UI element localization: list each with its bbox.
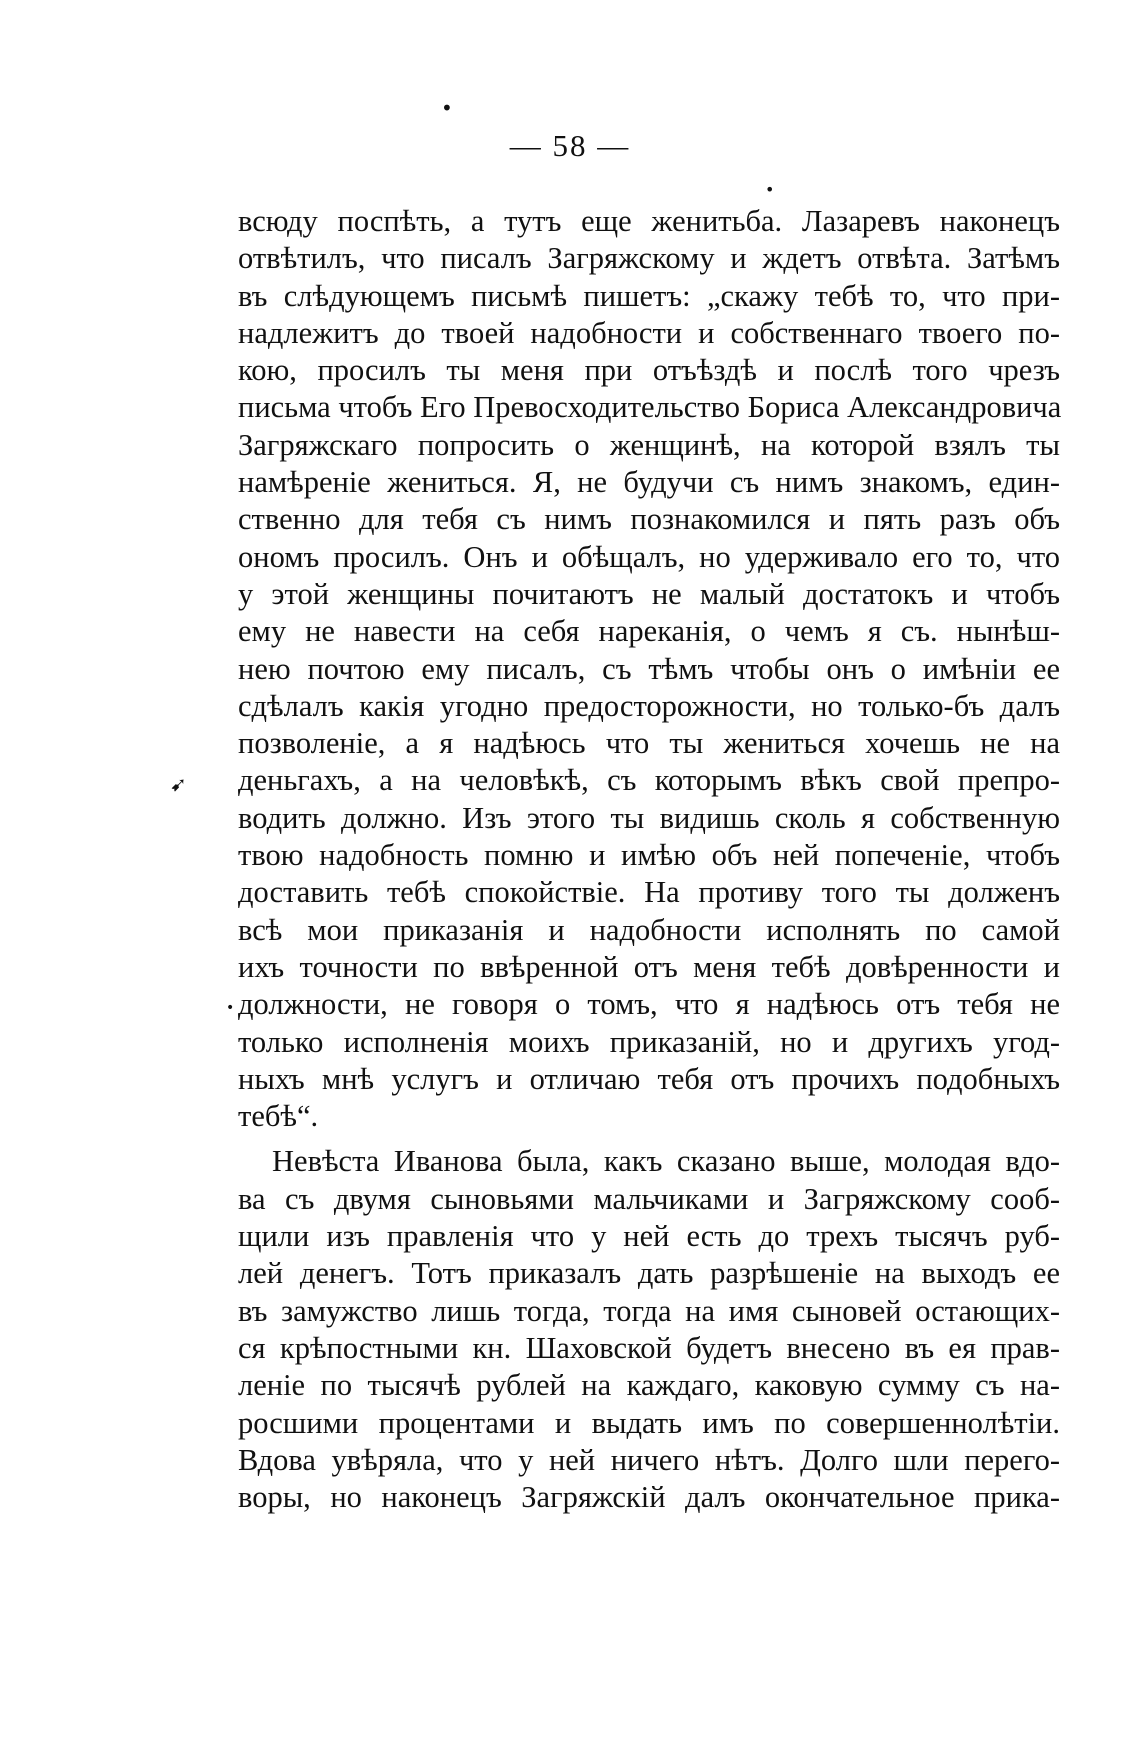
paragraph-2 [238,1143,1060,1516]
text-line: ныхъ мнѣ услугъ и отличаю тебя отъ прочихъ подобныхъ [238,1061,1060,1096]
text-line: намѣреніе жениться. Я, не будучи съ нимъ знакомъ, един- [238,465,1060,500]
margin-mark: ➹ [170,772,187,796]
text-line: ственно для тебя съ нимъ познакомился и пять разъ объ [238,502,1060,537]
text-line: ся крѣпостными кн. Шаховской будетъ внесено въ ея прав- [238,1330,1060,1365]
text-line: росшими процентами и выдать имъ по совершеннолѣтіи. [238,1405,1060,1440]
paragraph-1 [238,203,1060,1135]
text-line: твою надобность помню и имѣю объ ней попеченіе, чтобъ [238,838,1060,873]
text-line: щили изъ правленія что у ней есть до трехъ тысячъ руб- [238,1219,1060,1254]
text-line: Вдова увѣряла, что у ней ничего нѣтъ. Долго шли перего- [238,1442,1060,1477]
text-line: въ замужство лишь тогда, тогда на имя сыновей остающих- [238,1293,1060,1328]
text-line: ва съ двумя сыновьями мальчиками и Загряжскому сооб- [238,1181,1060,1216]
text-line: письма чтобъ Его Превосходительство Бориса Александровича [238,390,1062,425]
text-line: всюду поспѣть, а тутъ еще женитьба. Лазаревъ наконецъ [238,204,1060,238]
text-line: отвѣтилъ, что писалъ Загряжскому и ждетъ отвѣта. Затѣмъ [238,241,1060,276]
print-speck: • [765,180,775,199]
text-line: леніе по тысячѣ рублей на каждаго, каковую сумму съ на- [238,1368,1060,1403]
text-line: позволеніе, а я надѣюсь что ты жениться хочешь не на [238,726,1060,761]
text-line: всѣ мои приказанія и надобности исполнять по самой [238,912,1060,947]
paragraph-gap [238,1135,1060,1143]
body-text [238,203,1060,1516]
text-line: Невѣста Иванова была, какъ сказано выше, молодая вдо- [272,1144,1060,1179]
text-line: должности, не говоря о томъ, что я надѣюсь отъ тебя не [238,987,1060,1022]
text-line: доставить тебѣ спокойствіе. На противу того ты долженъ [238,875,1060,910]
text-line: ему не навести на себя нареканія, о чемъ я съ. нынѣш- [238,614,1060,649]
text-line: лей денегъ. Тотъ приказалъ дать разрѣшеніе на выходъ ее [238,1256,1060,1291]
text-line: деньгахъ, а на человѣкѣ, съ которымъ вѣкъ свой препро- [238,763,1060,798]
margin-mark: • [226,1000,235,1016]
text-line: у этой женщины почитаютъ не малый достатокъ и чтобъ [238,576,1060,611]
text-line: тебѣ“. [238,1099,319,1134]
text-line: воры, но наконецъ Загряжскій далъ окончательное прика- [238,1480,1060,1515]
text-line: ихъ точности по ввѣренной отъ меня тебѣ довѣренности и [238,949,1060,984]
text-line: ономъ просилъ. Онъ и обѣщалъ, но удерживало его то, что [238,539,1060,574]
print-speck: • [441,96,453,120]
text-line: водить должно. Изъ этого ты видишь сколь я собственную [238,800,1060,835]
text-line: только исполненія моихъ приказаній, но и другихъ угод- [238,1024,1060,1059]
text-line: въ слѣдующемъ письмѣ пишетъ: „скажу тебѣ то, что при- [238,278,1060,313]
text-line: надлежитъ до твоей надобности и собственнаго твоего по- [238,315,1060,350]
text-line: нею почтою ему писалъ, съ тѣмъ чтобы онъ о имѣніи ее [238,651,1060,686]
text-line: кою, просилъ ты меня при отъѣздѣ и послѣ того чрезъ [238,353,1060,388]
text-line: сдѣлалъ какія угодно предосторожности, но только-бъ далъ [238,688,1060,723]
text-line: Загряжскаго попросить о женщинѣ, на которой взялъ ты [238,427,1060,462]
page-number: — 58 — [509,128,631,163]
